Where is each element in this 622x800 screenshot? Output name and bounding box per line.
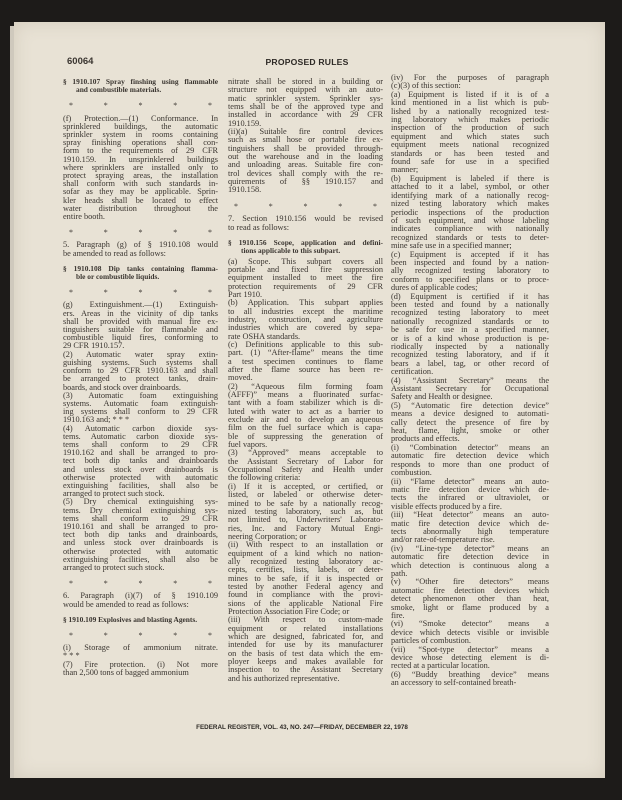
text-line: of such equipment, and whose labeling [391, 215, 549, 225]
text-line: kler heads shall be located to effect [63, 195, 218, 205]
section-heading [63, 265, 218, 281]
text-line: 1910.163 and; * * * [63, 415, 130, 425]
text-line: inspection to the Assistant Secretary [228, 665, 383, 675]
text-line: to read as follows: [228, 222, 290, 232]
text-line: form to the requirements of 29 CFR [63, 146, 218, 156]
text-line: sions of the applicable National Fire [228, 598, 383, 608]
ellipsis-stars: * * * * * [69, 579, 212, 589]
text-line: fire. [391, 611, 405, 620]
text-line: means a device designed to automati- [391, 409, 549, 419]
text-line: rected at a particular location. [391, 661, 490, 671]
text-line: and/or rate-of-temperature rise. [391, 535, 495, 545]
text-line: matic fire detection device which de- [391, 484, 549, 494]
text-line: (g) Extinguishment.—(1) Extinguish- [63, 300, 218, 310]
text-line: dures of applicable codes; [391, 283, 478, 293]
text-line: 1910.158. [228, 185, 262, 195]
text-line: identifying mark of a nationally recog- [391, 190, 549, 200]
text-line: Part 1910. [228, 289, 263, 299]
text-line: installed in accordance with 29 CFR [228, 110, 383, 120]
text-line: 29 CFR 1910.157. [63, 341, 125, 351]
text-line: cepts, certifies, lists, labels, or deter- [228, 565, 383, 575]
text-line: an accessory to self-contained breath- [391, 678, 517, 688]
text-line: nized testing laboratory which makes [391, 199, 549, 209]
ellipsis-stars: * * * * * [69, 228, 212, 238]
text-line: the Assistant Secretary of Labor for [228, 456, 383, 466]
text-line: responds to more than one product of [391, 459, 549, 469]
paragraph [391, 74, 549, 91]
text-line: 1910.161 and shall be arranged to pro- [63, 521, 218, 531]
text-line: and unless stock over drainboards is [63, 464, 218, 474]
text-line: (2) Automatic water spray extin- [63, 349, 218, 359]
paragraph [228, 78, 383, 128]
text-line: extinguishing facilities, shall also be [63, 554, 218, 564]
text-line: (vii) “Spot-type detector” means a [391, 644, 549, 654]
text-line: visible effects produced by a fire. [391, 501, 502, 511]
text-line: quirements of §§ 1910.157 and [228, 177, 383, 187]
paragraph [63, 301, 218, 350]
paragraph [228, 341, 383, 383]
paragraph [391, 478, 549, 512]
text-line: Protection Association Fire Code; or [228, 606, 350, 616]
text-line: extinguishing facilities, shall also be [63, 480, 218, 490]
text-line: 1910.162 and shall be arranged to pro- [63, 448, 218, 458]
paragraph [391, 91, 549, 175]
text-line: § 1910.107 Spray finshing using flammable [63, 77, 218, 86]
text-line: (c) Definitions applicable to this sub- [228, 339, 383, 349]
section-heading [228, 239, 383, 256]
text-line: tems. Dry chemical extinguishing sys- [63, 505, 218, 515]
paragraph [391, 175, 549, 251]
text-line: be amended to read as follows: [63, 248, 166, 258]
text-line: and his authorized representative. [228, 673, 340, 683]
text-line: otherwise protected with automatic [63, 472, 218, 482]
text-line: tions applicable to this subpart. [241, 246, 341, 256]
text-line: equipment of a kind which no nation- [228, 548, 383, 558]
text-line: automatic fire detection device in [391, 552, 549, 562]
text-line: periodic inspections of the production [391, 207, 549, 217]
text-line: and combustible materials. [76, 85, 162, 95]
text-line: tems. Automatic carbon dioxide sys- [63, 431, 218, 441]
text-line: matic sprinkler system. Sprinkler sys- [228, 93, 383, 103]
text-line: Occupational Safety and Health under [228, 465, 383, 475]
paragraph [391, 293, 549, 377]
text-line: a test specimen continues to flame [228, 356, 383, 366]
paragraph [63, 644, 218, 660]
text-line: been inspected and found by a nation- [391, 257, 549, 267]
text-line: mines to be safe, if it is inspected or [228, 573, 383, 583]
text-line: manner; [391, 165, 419, 175]
text-line: lished by a nationally recognized test- [391, 106, 549, 116]
text-line: recognized testing laboratory to meet [391, 308, 549, 318]
text-line: part. (1) “After-flame” means the time [228, 348, 383, 358]
text-line: ers. Areas in the vicinity of dip tanks [63, 308, 218, 318]
text-line: (i) If it is accepted, or certified, or [228, 481, 383, 491]
paragraph [391, 620, 549, 645]
paragraph [63, 351, 218, 392]
text-column-3 [391, 74, 549, 688]
text-line: Assistant Secretary for Occupational [391, 384, 549, 394]
text-line: matic fire detection device which de- [391, 518, 549, 528]
text-line: tems shall conform to 29 CFR [63, 513, 218, 523]
section-heading [63, 616, 218, 624]
text-line: (i) “Combination detector” means an [391, 442, 549, 452]
text-line: nitrate shall be stored in a building or [228, 77, 383, 86]
text-line: * * * [63, 651, 80, 661]
text-line: ally recognized testing laboratory ac- [228, 556, 383, 566]
text-line: 6. Paragraph (i)(7) of § 1910.109 [63, 591, 218, 601]
text-line: cally detect the presence of fire by [391, 417, 549, 427]
text-line: recognized testing laboratory, and if it [391, 350, 549, 360]
text-line: conform to 29 CFR 1910.163 and shall [63, 366, 218, 376]
text-line: tant with a foam stabilizer which is di- [228, 398, 383, 408]
text-line: kind mentioned in a list which is pub- [391, 98, 549, 108]
paragraph [63, 115, 218, 222]
text-line: path. [391, 568, 408, 578]
text-line: § 1910.108 Dip tanks containing flamma- [63, 263, 218, 273]
text-line: which detection is continuous along a [391, 560, 549, 570]
text-line: the following criteria: [228, 473, 301, 483]
text-line: (iv) For the purposes of paragraph [391, 73, 549, 82]
text-line: particles of combustion. [391, 636, 471, 646]
text-line: spray finishing operations shall con- [63, 138, 218, 148]
text-line: 7. Section 1910.156 would be revised [228, 214, 383, 224]
text-line: § 1910.109 Explosives and blasting Agents. [63, 614, 198, 624]
paragraph [63, 661, 218, 677]
text-line: tems shall be of the approved type and [228, 102, 383, 112]
text-line: to all industries except the maritime [228, 306, 383, 316]
text-line: tinguishers shall be provided through- [228, 143, 383, 153]
paragraph [391, 646, 549, 671]
text-line: shall be provided with manual fire ex- [63, 316, 218, 326]
text-line: smoke, light or flame produced by a [391, 602, 549, 612]
text-line: guishing systems. Such systems shall [63, 357, 218, 367]
text-line: arranged to protect such stock. [63, 562, 165, 572]
text-line: systems. Automatic foam extinguish- [63, 398, 218, 408]
text-line: otherwise protected with automatic [63, 546, 218, 556]
text-line: 5. Paragraph (g) of § 1910.108 would [63, 240, 218, 250]
text-line: device whose detecting element is di- [391, 653, 549, 663]
text-line: ries, Inc. and Factory Mutual Engi- [228, 523, 383, 533]
text-line: (4) Automatic carbon dioxide sys- [63, 423, 218, 433]
text-line: (2) “Aqueous film forming foam [228, 381, 383, 391]
text-line: where sprinklers are installed only to [63, 162, 218, 172]
text-line: arranged to protect such stock. [63, 489, 165, 499]
text-line: § 1910.156 Scope, application and defini- [228, 237, 383, 247]
text-line: water distribution throughout the [63, 203, 218, 213]
section-title: PROPOSED RULES [265, 57, 349, 67]
text-line: recognized standards or tests to deter- [391, 232, 549, 242]
text-line: exclude air and to develop an aqueous [228, 415, 383, 425]
paragraph [228, 215, 383, 232]
text-line: ally recognized testing laboratory to [391, 266, 549, 276]
text-line: out the warehouse and in the loading [228, 152, 383, 162]
text-line: riodically inspected by a nationally [391, 342, 549, 351]
text-line: neering Corporation; or [228, 531, 307, 541]
text-line: boards, and stock over drainboards. [63, 382, 181, 392]
text-line: after the flame source has been re- [228, 365, 383, 374]
text-line: (5) “Automatic fire detection device” [391, 400, 549, 410]
text-line: (6) “Buddy breathing device” means [391, 669, 549, 679]
text-column-1 [63, 78, 218, 677]
text-line: 1910.159. [228, 118, 262, 128]
paragraph [391, 511, 549, 545]
text-line: tects the infrared or ultraviolet, or [391, 493, 549, 503]
text-line: tects abnormally high temperature [391, 526, 549, 536]
paragraph [63, 498, 218, 572]
text-line: Safety and Health or designee. [391, 392, 493, 402]
text-line: tect both dip tanks and drainboards, [63, 530, 218, 540]
text-line: sprinklered buildings, the automatic [63, 121, 218, 131]
text-line: equipment and which states such [391, 131, 549, 141]
text-line: (a) Scope. This subpart covers all [228, 256, 383, 266]
paragraph [391, 671, 549, 688]
paragraph [63, 392, 218, 425]
paragraph [391, 251, 549, 293]
ellipsis-stars: * * * * * [69, 101, 212, 111]
text-line: than 2,500 tons of bagged ammonium [63, 667, 189, 677]
text-line: (vi) “Smoke detector” means a [391, 619, 549, 629]
text-line: (ii) “Flame detector” means an auto- [391, 476, 549, 486]
text-line: intended for use by its manufacturer [228, 640, 383, 650]
paragraph [228, 541, 383, 616]
paragraph [228, 258, 383, 300]
text-line: film on the fuel surface which is capa- [228, 423, 383, 433]
text-line: found safe for use in a specified [391, 157, 549, 167]
text-line: (AFFF)” means a fluorinated surfac- [228, 390, 383, 400]
paragraph [391, 578, 549, 620]
footer-citation: FEDERAL REGISTER, VOL. 43, NO. 247—FRIDAY, DECEMBER 22, 1978 [196, 724, 408, 731]
paragraph [228, 383, 383, 450]
text-line: ing laboratory which makes periodic [391, 115, 549, 125]
paragraph [228, 449, 383, 482]
text-line: mined to be safe by a nationally recog- [228, 498, 383, 508]
paragraph [63, 425, 218, 499]
paragraph [228, 616, 383, 683]
text-line: or is of a kind whose production is pe- [391, 333, 549, 343]
text-line: and unloading areas. Suitable fire con- [228, 160, 383, 170]
text-line: (7) Fire protection. (i) Not more [63, 659, 218, 669]
text-line: (iii) With respect to custom-made [228, 615, 383, 625]
text-line: tect both dip tanks and drainboards [63, 456, 218, 466]
paragraph [63, 241, 218, 257]
text-line: (b) Equipment is labeled if there is [391, 173, 549, 183]
ellipsis-stars: * * * * * [69, 288, 212, 298]
text-line: found in compliance with the provi- [228, 590, 383, 600]
text-line: automatic fire detection device which [391, 451, 549, 461]
text-line: ployer keeps and makes available for [228, 657, 383, 667]
text-line: entire booth. [63, 212, 105, 222]
text-column-2 [228, 78, 383, 683]
text-line: products and effects. [391, 434, 460, 444]
text-line: nized testing laboratory, such as, but [228, 506, 383, 516]
text-line: indicates compliance with nationally [391, 224, 549, 234]
text-line: protect spraying areas, the installation [63, 171, 218, 181]
text-line: portable and fixed fire suppression [228, 264, 383, 274]
text-line: automatic fire detection devices which [391, 585, 549, 595]
paragraph [391, 377, 549, 402]
text-line: on the basis of test data which the em- [228, 648, 383, 658]
ellipsis-stars: * * * * * [234, 201, 377, 211]
text-line: and unless stock over drainboards is [63, 538, 218, 548]
paragraph [391, 444, 549, 478]
text-line: combustion. [391, 468, 432, 478]
ellipsis-stars: * * * * * [69, 630, 212, 640]
paragraph [391, 545, 549, 579]
text-line: tested by another Federal agency and [228, 581, 383, 591]
text-line: ing systems shall conform to 29 CFR [63, 407, 218, 417]
text-line: which are designed, fabricated for, and [228, 632, 383, 641]
text-line: ble of suppressing the generation of [228, 431, 383, 441]
page-number: 60064 [67, 56, 94, 67]
text-line: would be amended to read as follows: [63, 599, 189, 609]
text-line: structure not equipped with an auto- [228, 85, 383, 95]
text-line: sofar as they may be applicable. Sprin- [63, 187, 218, 197]
text-line: (4) “Assistant Secretary” means the [391, 375, 549, 385]
text-line: (3) “Approved” means acceptable to [228, 448, 383, 458]
text-line: luted with water to act as a barrier to [228, 406, 383, 416]
text-line: heat, flame, light, smoke or other [391, 426, 549, 436]
section-heading [63, 78, 218, 94]
text-line: tems shall conform to 29 CFR [63, 439, 218, 449]
text-line: device which detects visible or invisible [391, 627, 549, 637]
text-line: rate OSHA standards. [228, 331, 301, 341]
text-line: sprinkler system in rooms containing [63, 130, 218, 140]
text-line: (a) Equipment is listed if it is of a [391, 89, 549, 99]
text-line: tinguishers suitable for flammable and [63, 325, 218, 335]
text-line: (iii) “Heat detector” means an auto- [391, 510, 549, 520]
text-line: protection requirements of 29 CFR [228, 281, 383, 291]
text-line: bears a label, tag, or other record of [391, 358, 549, 368]
text-line: (v) “Other fire detectors” means [391, 577, 549, 587]
text-line: industry, construction, and agriculture [228, 314, 383, 324]
paragraph [228, 128, 383, 195]
text-line: not limited to, Underwriters' Laborato- [228, 515, 383, 525]
text-line: equipment installed to meet the fire [228, 273, 383, 283]
text-line: (i) Storage of ammonium nitrate. [63, 643, 218, 653]
text-line: been tested and found by a nationally [391, 299, 549, 309]
text-line: moved. [228, 373, 253, 383]
text-line: (3) Automatic foam extinguishing [63, 390, 218, 400]
text-line: (c) Equipment is accepted if it has [391, 249, 549, 259]
text-line: (d) Equipment is certified if it has [391, 291, 549, 301]
text-line: such as small hose or portable fire ex- [228, 135, 383, 145]
text-line: nationally recognized standards or to [391, 316, 549, 326]
text-line: (iv) “Line-type detector” means an [391, 543, 549, 553]
text-line: trol devices shall comply with the re- [228, 168, 383, 178]
text-line: equipment or related installations [228, 623, 383, 633]
text-line: listed, or labeled or otherwise deter- [228, 490, 383, 500]
text-line: industries which are covered by sepa- [228, 323, 383, 333]
text-line: fuel vapors. [228, 440, 268, 450]
paragraph [228, 299, 383, 341]
text-line: combustible liquid fires, conforming to [63, 333, 218, 343]
text-line: (c)(3) of this section: [391, 81, 461, 91]
text-line: detect phenomenon other than heat, [391, 594, 549, 604]
text-line: mine safe use in a specified manner; [391, 241, 512, 251]
text-line: ble or combustible liquids. [76, 272, 160, 282]
text-line: inspection of the production of such [391, 123, 549, 133]
paragraph [391, 402, 549, 444]
text-line: (f) Protection.—(1) Conformance. In [63, 113, 218, 123]
text-line: 1910.159. In unsprinklered buildings [63, 154, 218, 164]
text-line: (ii) With respect to an installation or [228, 540, 383, 550]
paragraph [63, 592, 218, 608]
paragraph [228, 483, 383, 541]
text-line: be arranged to protect tanks, drain- [63, 374, 218, 384]
text-line: (b) Application. This subpart applies [228, 298, 383, 308]
text-line: attached to it a label, symbol, or other [391, 182, 549, 192]
text-line: shall conform with such standards in- [63, 179, 218, 189]
text-line: (ii)(a) Suitable fire control devices [228, 127, 383, 137]
text-line: conform to specified plans or to proce- [391, 274, 549, 284]
text-line: equipment meets national recognized [391, 140, 549, 150]
text-line: certification. [391, 367, 434, 377]
text-line: standards or has been tested and [391, 148, 549, 158]
text-line: (5) Dry chemical extinguishing sys- [63, 497, 218, 507]
text-line: be safe for use in a specified manner, [391, 325, 549, 335]
